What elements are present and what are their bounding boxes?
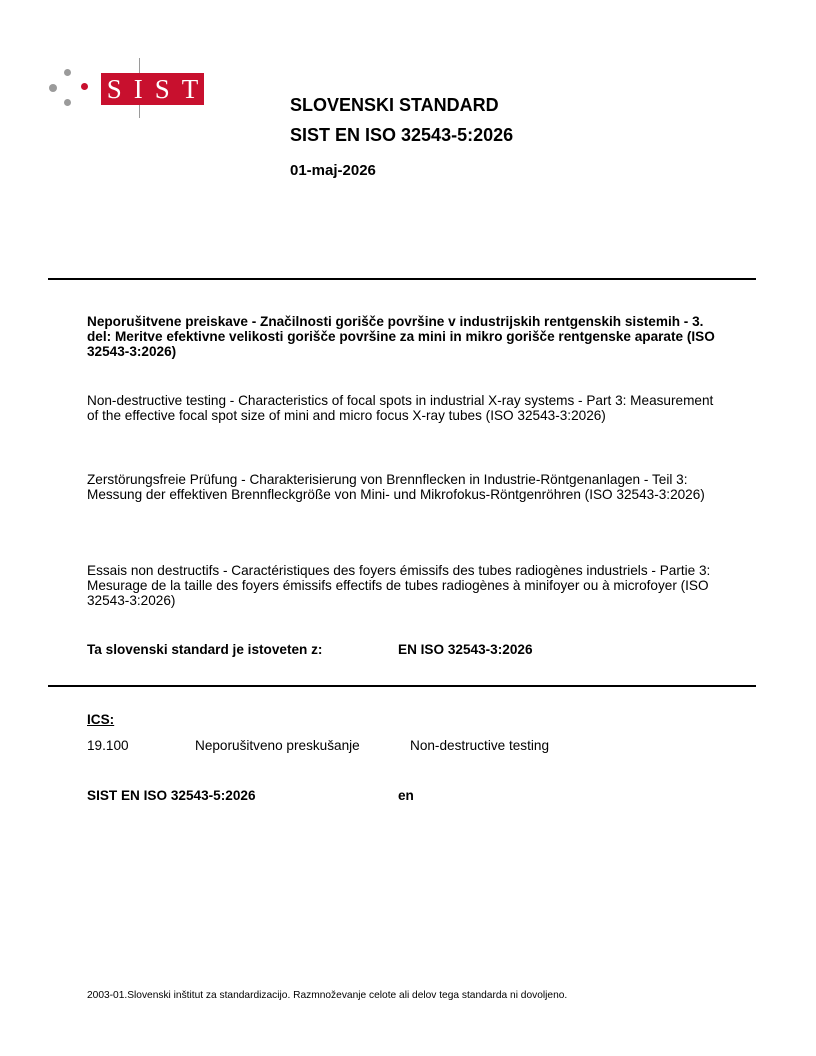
ics-label: ICS:: [87, 712, 115, 727]
copyright-footer: 2003-01.Slovenski inštitut za standardizacijo. Razmnoževanje celote ali delov tega standarda ni dovoljeno.: [87, 990, 568, 1001]
logo-box: [101, 73, 211, 105]
identical-label: Ta slovenski standard je istoveten z:: [87, 642, 323, 657]
title-french: Essais non destructifs - Caractéristiques des foyers émissifs des tubes radiogènes industriels - Partie 3: Mesurage de la taille des foyers émissifs effectifs de tubes radiogènes à minifoyer ou à microfoyer (ISO 32543-3:2026): [87, 563, 711, 609]
title-german: Zerstörungsfreie Prüfung - Charakterisierung von Brennflecken in Industrie-Röntgenanlagen - Teil 3: Messung der effektiven Brennfleckgröße von Mini- und Mikrofokus-Röntgenröhren (ISO 32543-3:2026): [87, 472, 705, 503]
bottom-standard-number: SIST EN ISO 32543-5:2026: [87, 788, 256, 803]
divider-top: [48, 278, 756, 280]
identical-value: EN ISO 32543-3:2026: [398, 642, 533, 657]
logo-dot: [64, 99, 71, 106]
title-slovenian: Neporušitvene preiskave - Značilnosti gorišče površine v industrijskih rentgenskih sistemih - 3. del: Meritve efektivne velikosti gorišče površine za mini in mikro gorišče rentgenske aparate (ISO 32543-3:2026): [87, 314, 715, 360]
logo-dot: [81, 83, 88, 90]
logo-dot: [49, 84, 57, 92]
language-code: en: [398, 788, 414, 803]
logo-dot: [64, 69, 71, 76]
logo-text: SIST: [106, 73, 211, 104]
ics-code: 19.100: [87, 738, 129, 753]
ics-name-english: Non-destructive testing: [410, 738, 550, 753]
publication-date: 01-maj-2026: [290, 162, 376, 179]
standard-number: SIST EN ISO 32543-5:2026: [290, 125, 514, 145]
divider-bottom: [48, 685, 756, 687]
title-english: Non-destructive testing - Characteristics of focal spots in industrial X-ray systems - Part 3: Measurement of the effective focal spot size of mini and micro focus X-ray tubes (ISO 32543-3:2026): [87, 393, 714, 424]
header-title: SLOVENSKI STANDARD: [290, 95, 499, 115]
ics-name-slovenian: Neporušitveno preskušanje: [195, 738, 360, 753]
